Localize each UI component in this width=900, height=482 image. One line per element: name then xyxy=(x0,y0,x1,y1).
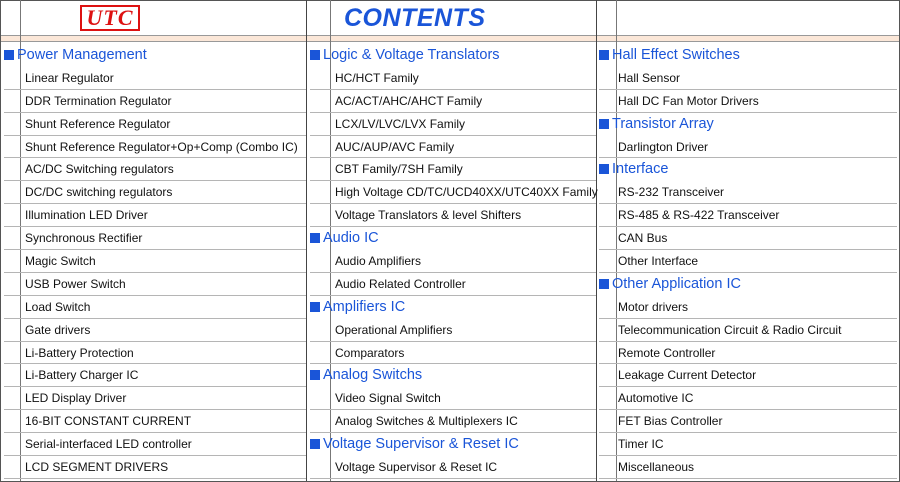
item-label: Telecommunication Circuit & Radio Circuit xyxy=(618,322,842,337)
item-label: Timer IC xyxy=(618,437,664,452)
item-label: CAN Bus xyxy=(618,231,668,246)
square-bullet-icon xyxy=(310,233,320,243)
list-item xyxy=(310,181,596,204)
item-label: RS-485 & RS-422 Transceiver xyxy=(618,208,780,223)
item-label: USB Power Switch xyxy=(25,276,126,291)
list-item xyxy=(599,364,897,387)
category-heading xyxy=(599,113,897,136)
category-heading xyxy=(599,44,897,67)
item-label: DC/DC switching regulators xyxy=(25,185,173,200)
page-title: CONTENTS xyxy=(344,4,486,32)
item-label: DDR Termination Regulator xyxy=(25,93,172,108)
square-bullet-icon xyxy=(599,279,609,289)
list-item xyxy=(599,204,897,227)
list-item xyxy=(310,387,596,410)
category-heading xyxy=(310,364,596,387)
list-item xyxy=(310,456,596,479)
list-item xyxy=(4,113,306,136)
list-item xyxy=(599,67,897,90)
item-label: Hall DC Fan Motor Drivers xyxy=(618,93,759,108)
list-item xyxy=(310,273,596,296)
square-bullet-icon xyxy=(310,439,320,449)
item-label: Operational Amplifiers xyxy=(335,322,453,337)
square-bullet-icon xyxy=(310,370,320,380)
item-label: Remote Controller xyxy=(618,345,716,360)
item-label: Synchronous Rectifier xyxy=(25,231,143,246)
category-label: Hall Effect Switches xyxy=(612,47,740,63)
item-label: Miscellaneous xyxy=(618,460,695,475)
list-item xyxy=(4,227,306,250)
category-heading xyxy=(599,273,897,296)
column-divider xyxy=(306,0,307,481)
list-item xyxy=(310,67,596,90)
item-label: Gate drivers xyxy=(25,322,91,337)
item-label: AUC/AUP/AVC Family xyxy=(335,139,455,154)
list-item xyxy=(4,296,306,319)
list-item xyxy=(4,387,306,410)
item-label: Video Signal Switch xyxy=(335,391,441,406)
list-item xyxy=(4,456,306,479)
item-label: 16-BIT CONSTANT CURRENT xyxy=(25,414,192,429)
item-label: LED Display Driver xyxy=(25,391,127,406)
square-bullet-icon xyxy=(310,50,320,60)
item-label: Illumination LED Driver xyxy=(25,208,148,223)
item-label: Linear Regulator xyxy=(25,70,114,85)
list-item xyxy=(4,319,306,342)
category-label: Power Management xyxy=(17,47,147,63)
item-label: Voltage Translators & level Shifters xyxy=(335,208,522,223)
category-heading xyxy=(310,296,596,319)
category-heading xyxy=(310,433,596,456)
list-item xyxy=(4,204,306,227)
item-label: RS-232 Transceiver xyxy=(618,185,725,200)
column-1 xyxy=(4,44,306,479)
item-label: Analog Switches & Multiplexers IC xyxy=(335,414,518,429)
list-item xyxy=(599,136,897,159)
category-heading xyxy=(310,44,596,67)
square-bullet-icon xyxy=(310,302,320,312)
item-label: Darlington Driver xyxy=(618,139,709,154)
category-heading xyxy=(4,44,306,67)
list-item xyxy=(599,410,897,433)
category-label: Voltage Supervisor & Reset IC xyxy=(323,436,519,453)
category-label: Audio IC xyxy=(323,230,379,247)
item-label: Shunt Reference Regulator+Op+Comp (Combo IC) xyxy=(25,139,298,154)
list-item xyxy=(4,90,306,113)
item-label: Audio Related Controller xyxy=(335,276,466,291)
list-item xyxy=(4,136,306,159)
item-label: FET Bias Controller xyxy=(618,414,723,429)
item-label: Automotive IC xyxy=(618,391,694,406)
list-item xyxy=(310,319,596,342)
category-label: Logic & Voltage Translators xyxy=(323,47,500,63)
list-item xyxy=(4,273,306,296)
square-bullet-icon xyxy=(599,164,609,174)
utc-logo: UTC xyxy=(80,5,140,31)
item-label: Leakage Current Detector xyxy=(618,368,757,383)
item-label: Comparators xyxy=(335,345,405,360)
item-label: Magic Switch xyxy=(25,254,96,269)
list-item xyxy=(599,433,897,456)
list-item xyxy=(310,158,596,181)
item-label: Shunt Reference Regulator xyxy=(25,116,171,131)
list-item xyxy=(310,90,596,113)
category-label: Analog Switchs xyxy=(323,367,423,384)
square-bullet-icon xyxy=(599,119,609,129)
list-item xyxy=(599,90,897,113)
item-label: LCX/LV/LVC/LVX Family xyxy=(335,116,466,131)
list-item xyxy=(599,456,897,479)
item-label: Li-Battery Charger IC xyxy=(25,368,139,383)
item-label: Voltage Supervisor & Reset IC xyxy=(335,460,498,475)
column-2 xyxy=(310,44,596,479)
list-item xyxy=(599,296,897,319)
list-item xyxy=(4,433,306,456)
item-label: HC/HCT Family xyxy=(335,70,419,85)
list-item xyxy=(599,319,897,342)
list-item xyxy=(599,387,897,410)
item-label: Serial-interfaced LED controller xyxy=(25,437,192,452)
list-item xyxy=(4,342,306,365)
column-divider xyxy=(596,0,597,481)
list-item xyxy=(4,67,306,90)
item-label: Hall Sensor xyxy=(618,70,681,85)
list-item xyxy=(599,250,897,273)
item-label: Motor drivers xyxy=(618,299,689,314)
category-heading xyxy=(599,158,897,181)
item-label: CBT Family/7SH Family xyxy=(335,162,463,177)
list-item xyxy=(4,250,306,273)
list-item xyxy=(4,158,306,181)
category-label: Other Application IC xyxy=(612,275,741,292)
item-label: Li-Battery Protection xyxy=(25,345,134,360)
list-item xyxy=(310,410,596,433)
list-item xyxy=(599,227,897,250)
item-label: High Voltage CD/TC/UCD40XX/UTC40XX Family xyxy=(335,185,598,200)
list-item xyxy=(310,113,596,136)
list-item xyxy=(4,364,306,387)
list-item xyxy=(310,204,596,227)
category-label: Transistor Array xyxy=(612,115,714,132)
list-item xyxy=(4,410,306,433)
item-label: AC/ACT/AHC/AHCT Family xyxy=(335,93,483,108)
square-bullet-icon xyxy=(599,50,609,60)
item-label: LCD SEGMENT DRIVERS xyxy=(25,460,169,475)
category-label: Interface xyxy=(612,161,669,178)
list-item xyxy=(4,181,306,204)
item-label: Other Interface xyxy=(618,254,699,269)
list-item xyxy=(310,250,596,273)
category-label: Amplifiers IC xyxy=(323,298,406,315)
list-item xyxy=(599,342,897,365)
list-item xyxy=(310,342,596,365)
item-label: Audio Amplifiers xyxy=(335,254,422,269)
category-heading xyxy=(310,227,596,250)
list-item xyxy=(310,136,596,159)
item-label: AC/DC Switching regulators xyxy=(25,162,174,177)
square-bullet-icon xyxy=(4,50,14,60)
item-label: Load Switch xyxy=(25,299,91,314)
column-3 xyxy=(599,44,897,479)
list-item xyxy=(599,181,897,204)
header-band xyxy=(1,35,899,42)
